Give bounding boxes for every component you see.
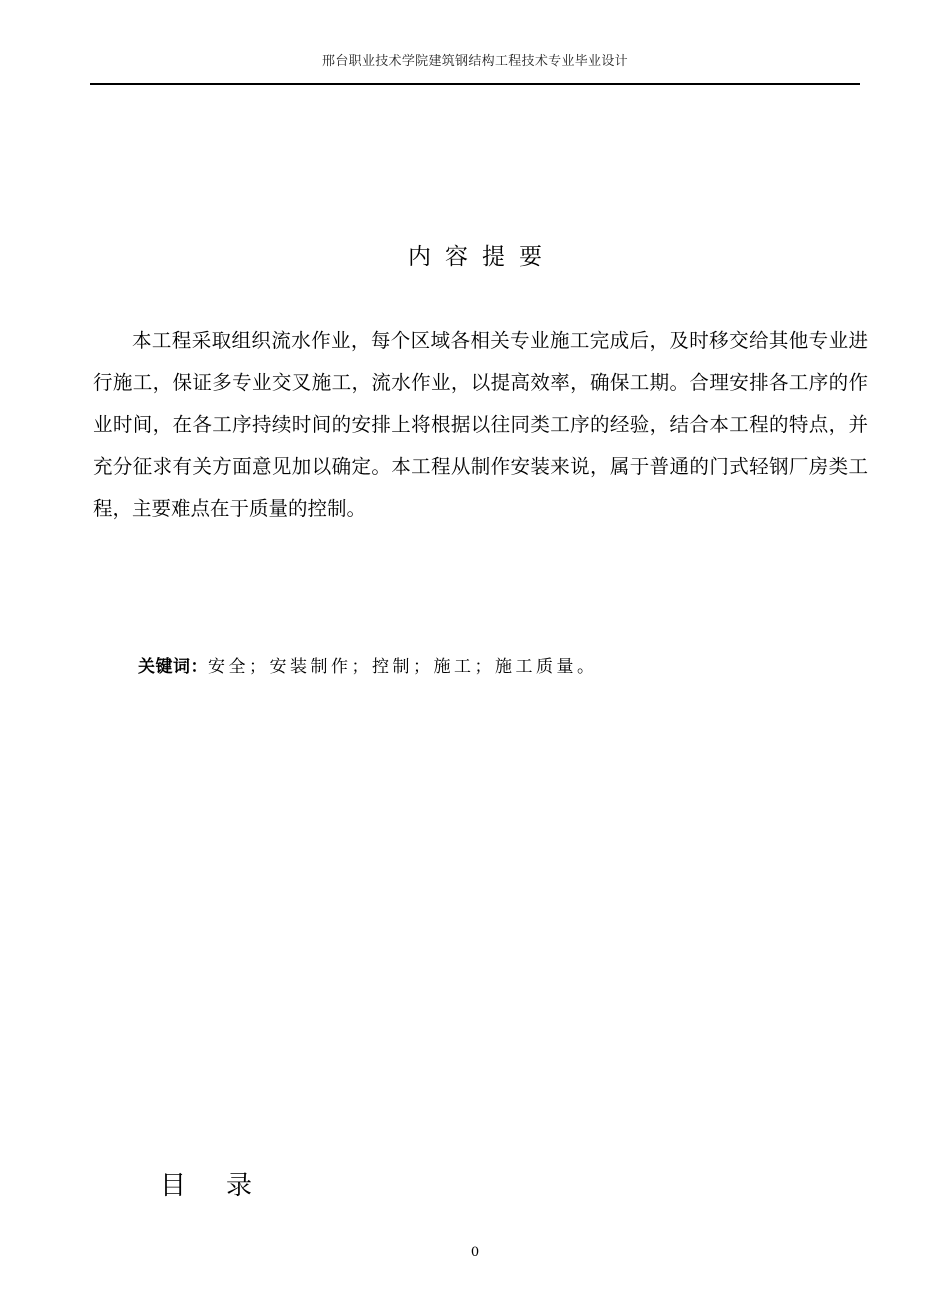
page-number: 0 [470,1245,480,1260]
keywords-label: 关键词： [138,657,208,677]
abstract-body: 本工程采取组织流水作业，每个区域各相关专业施工完成后，及时移交给其他专业进行施工，保证多专业交叉施工，流水作业，以提高效率，确保工期。合理安排各工序的作业时间，在各工序持续时间的安排上将根据以往同类工序的经验，结合本工程的特点，并充分征求有关方面意见加以确定。本工程从制作安装来说，属于普通的门式轻钢厂房类工程，主要难点在于质量的控制。 [93,329,868,520]
header-rule [90,83,860,85]
page-header: 邢台职业技术学院建筑钢结构工程技术专业毕业设计 [322,54,628,69]
abstract-title: 内容提要 [408,244,556,270]
keywords-line [138,652,858,677]
toc-title-char-2: 录 [226,1171,253,1201]
toc-title [160,1165,252,1202]
toc-title-char-1: 目 [160,1171,187,1201]
keywords-list: 安全；安装制作；控制；施工；施工质量。 [208,657,598,677]
